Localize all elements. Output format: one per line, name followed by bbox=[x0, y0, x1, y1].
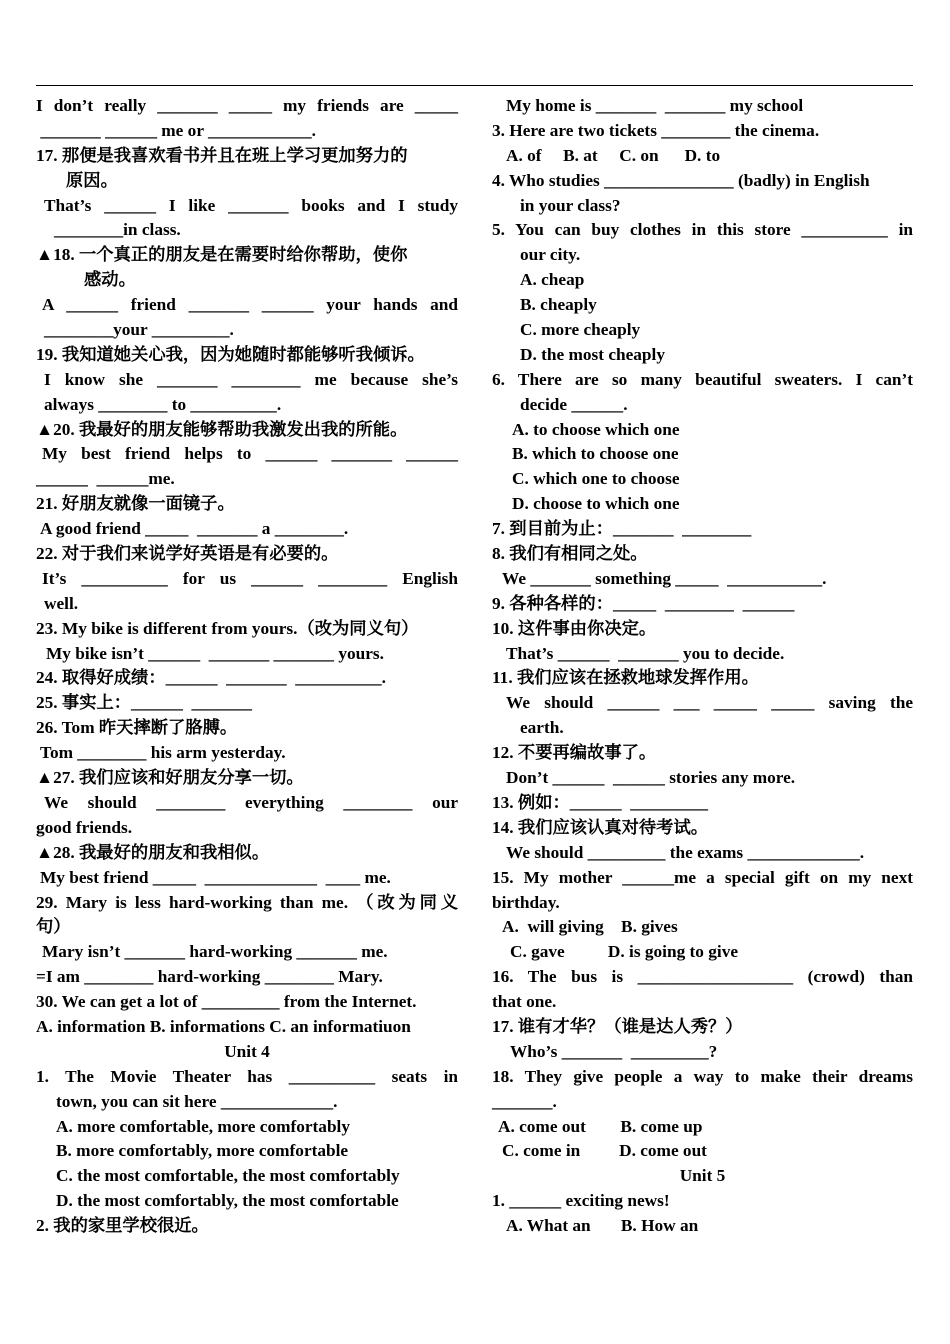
text-line: I know she _______ ________ me because she’s bbox=[44, 369, 458, 389]
text-line: We _______ something _____ ___________. bbox=[502, 568, 827, 588]
text-line: C. which one to choose bbox=[512, 469, 680, 489]
text-line: _______. bbox=[492, 1091, 557, 1111]
text-line: 4. Who studies _______________ (badly) in English bbox=[492, 170, 870, 190]
text-line: Don’t ______ ______ stories any more. bbox=[506, 768, 796, 788]
text-line: We should _________ the exams _____________. bbox=[506, 842, 865, 862]
text-line: town, you can sit here _____________. bbox=[56, 1091, 338, 1111]
text-line: A ______ friend _______ ______ your hands and bbox=[42, 295, 458, 315]
text-line: 26. Tom 昨天摔断了胳膊。 bbox=[36, 718, 238, 738]
text-line: 2. 我的家里学校很近。 bbox=[36, 1216, 209, 1236]
text-line: B. cheaply bbox=[520, 295, 597, 315]
text-line: well. bbox=[44, 593, 79, 613]
text-line: ________in class. bbox=[54, 220, 181, 240]
text-line: Unit 4 bbox=[224, 1041, 270, 1061]
text-line: A. will giving B. gives bbox=[502, 917, 678, 937]
text-line: Tom ________ his arm yesterday. bbox=[40, 743, 286, 763]
text-line: our city. bbox=[520, 245, 581, 265]
text-line: We should ________ everything ________ our bbox=[44, 792, 458, 812]
text-line: C. gave D. is going to give bbox=[510, 942, 739, 962]
text-line: A. come out B. come up bbox=[498, 1116, 703, 1136]
text-line: My best friend helps to ______ _______ ______ bbox=[42, 444, 458, 464]
text-line: A. information B. informations C. an informatiuon bbox=[36, 1016, 411, 1036]
text-line: ▲18. 一个真正的朋友是在需要时给你帮助，使你 bbox=[36, 245, 408, 265]
text-line: D. the most cheaply bbox=[520, 344, 665, 364]
text-line: 12. 不要再编故事了。 bbox=[492, 743, 657, 763]
text-line: 29. Mary is less hard-working than me. （改为同义 bbox=[36, 892, 458, 912]
right-column bbox=[492, 94, 913, 1239]
text-line: 25. 事实上：______ _______ bbox=[36, 693, 253, 713]
text-line: 15. My mother ______me a special gift on my next bbox=[492, 867, 913, 887]
text-line: Unit 5 bbox=[679, 1166, 726, 1186]
text-line: in your class? bbox=[520, 195, 621, 215]
text-line: B. which to choose one bbox=[512, 444, 679, 464]
text-line: 1. The Movie Theater has __________ seats in bbox=[36, 1066, 458, 1086]
text-line: C. more cheaply bbox=[520, 320, 641, 340]
text-line: good friends. bbox=[36, 817, 133, 837]
text-line: D. choose to which one bbox=[512, 494, 680, 514]
text-line: 14. 我们应该认真对待考试。 bbox=[492, 817, 709, 837]
text-line: 24. 取得好成绩：______ _______ __________. bbox=[36, 668, 386, 688]
text-line: 11. 我们应该在拯救地球发挥作用。 bbox=[492, 668, 759, 688]
text-line: that one. bbox=[492, 992, 557, 1012]
text-line: always ________ to __________. bbox=[44, 394, 282, 414]
text-line: 17. 那便是我喜欢看书并且在班上学习更加努力的 bbox=[36, 145, 408, 165]
text-line: C. come in D. come out bbox=[502, 1141, 707, 1161]
text-line: _______ ______ me or ____________. bbox=[36, 120, 317, 140]
text-line: 16. The bus is __________________ (crowd) than bbox=[492, 967, 913, 987]
text-line: ▲27. 我们应该和好朋友分享一切。 bbox=[36, 768, 304, 788]
text-line: A good friend _____ _______ a ________. bbox=[40, 519, 349, 539]
text-line: =I am ________ hard-working ________ Mary. bbox=[36, 967, 383, 987]
text-line: birthday. bbox=[492, 892, 560, 912]
text-line: 7. 到目前为止：_______ ________ bbox=[492, 519, 752, 539]
text-line: I don’t really _______ _____ my friends are _____ bbox=[36, 96, 458, 115]
text-line: My bike isn’t ______ _______ _______ yours. bbox=[46, 643, 384, 663]
text-line: ________your _________. bbox=[44, 320, 234, 340]
text-line: My best friend _____ _____________ ____ me. bbox=[40, 867, 391, 887]
text-line: 18. They give people a way to make their dreams bbox=[492, 1066, 913, 1086]
text-line: That’s ______ _______ you to decide. bbox=[506, 643, 785, 663]
text-line: 21. 好朋友就像一面镜子。 bbox=[36, 494, 235, 514]
text-line: 9. 各种各样的：_____ ________ ______ bbox=[492, 593, 795, 613]
text-line: 19. 我知道她关心我，因为她随时都能够听我倾诉。 bbox=[36, 344, 425, 364]
text-line: We should ______ ___ _____ _____ saving the bbox=[506, 693, 913, 713]
text-line: ______ ______me. bbox=[36, 469, 175, 489]
text-line: 感动。 bbox=[84, 270, 136, 290]
text-line: 13. 例如：______ _________ bbox=[492, 792, 709, 812]
text-line: A. of B. at C. on D. to bbox=[506, 145, 721, 165]
text-line: That’s ______ I like _______ books and I study bbox=[44, 195, 458, 215]
text-line: Mary isn’t _______ hard-working _______ me. bbox=[42, 942, 388, 962]
text-line: 1. ______ exciting news! bbox=[492, 1191, 670, 1211]
text-line: 30. We can get a lot of _________ from the Internet. bbox=[36, 992, 417, 1012]
text-line: earth. bbox=[520, 718, 564, 738]
text-line: 原因。 bbox=[66, 170, 118, 190]
text-line: D. the most comfortably, the most comfortable bbox=[56, 1191, 399, 1211]
text-line: 10. 这件事由你决定。 bbox=[492, 618, 657, 638]
text-line: B. more comfortably, more comfortable bbox=[56, 1141, 349, 1161]
text-line: 5. You can buy clothes in this store __________ in bbox=[492, 220, 913, 240]
text-line: A. cheap bbox=[520, 270, 585, 290]
text-line: decide ______. bbox=[520, 394, 628, 414]
left-column bbox=[36, 94, 458, 1239]
text-line: 句） bbox=[36, 917, 71, 937]
text-line: 8. 我们有相同之处。 bbox=[492, 544, 648, 564]
text-line: Who’s _______ _________? bbox=[510, 1041, 718, 1061]
text-line: A. to choose which one bbox=[512, 419, 680, 439]
text-line: A. more comfortable, more comfortably bbox=[56, 1116, 351, 1136]
text-line: My home is _______ _______ my school bbox=[506, 96, 804, 115]
top-rule bbox=[36, 85, 913, 86]
text-line: C. the most comfortable, the most comfortably bbox=[56, 1166, 400, 1186]
text-line: 23. My bike is different from yours.（改为同义句） bbox=[36, 618, 419, 638]
text-line: It’s __________ for us ______ ________ English bbox=[42, 568, 458, 588]
text-line: 3. Here are two tickets ________ the cinema. bbox=[492, 120, 820, 140]
text-line: A. What an B. How an bbox=[506, 1216, 699, 1236]
text-line: 6. There are so many beautiful sweaters. I can’t bbox=[492, 369, 913, 389]
text-line: ▲20. 我最好的朋友能够帮助我激发出我的所能。 bbox=[36, 419, 408, 439]
text-line: 22. 对于我们来说学好英语是有必要的。 bbox=[36, 544, 339, 564]
text-line: ▲28. 我最好的朋友和我相似。 bbox=[36, 842, 270, 862]
text-line: 17. 谁有才华？（谁是达人秀？） bbox=[492, 1016, 743, 1036]
